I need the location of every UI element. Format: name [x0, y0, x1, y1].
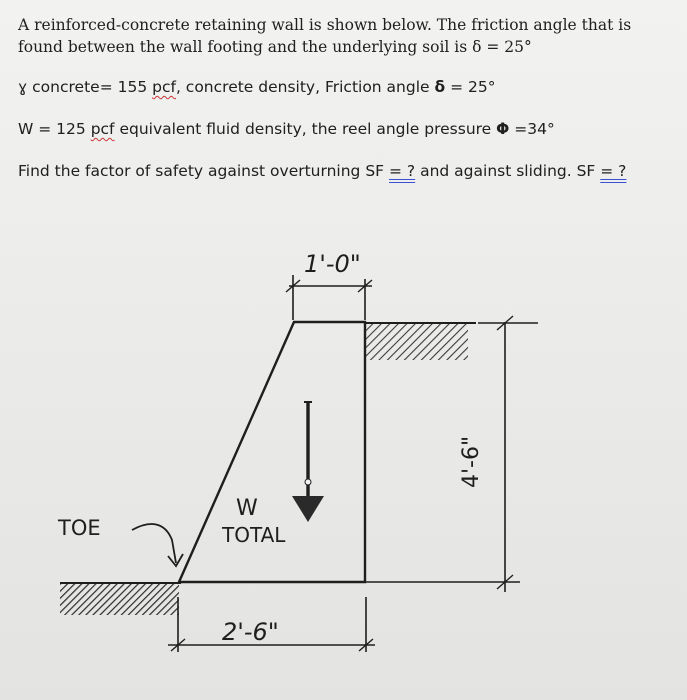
phi-symbol: Φ: [496, 120, 510, 138]
fluid-text-c: =34°: [509, 120, 555, 138]
pcf-unit-1: pcf: [152, 78, 176, 96]
gamma-symbol: ɣ: [18, 78, 28, 96]
toe-label: TOE: [58, 516, 101, 540]
fluid-text-a: W = 125: [18, 120, 91, 138]
height-dimension-label: 4'-6": [459, 435, 484, 488]
problem-statement: [18, 14, 678, 202]
concrete-text-b: , concrete density, Friction angle: [175, 78, 435, 96]
sliding-blank: = ?: [600, 162, 627, 180]
delta-symbol: δ: [434, 78, 446, 96]
question-text-a: Find the factor of safety against overturning SF: [18, 162, 390, 180]
weight-arrowhead-icon: [292, 496, 324, 522]
ground-hatch-left: [60, 583, 179, 615]
wall-outline: [179, 322, 365, 582]
question-line: [18, 160, 678, 182]
intro-paragraph: [18, 14, 678, 58]
weight-label-w: W: [236, 496, 258, 521]
backfill-hatch: [366, 324, 468, 360]
concrete-line: [18, 76, 678, 98]
concrete-text-a: concrete= 155: [27, 78, 153, 96]
fluid-line: [18, 118, 678, 140]
top-dimension-label: 1'-0": [304, 250, 361, 278]
weight-label-total: TOTAL: [222, 523, 286, 547]
intro-text: A reinforced-concrete retaining wall is shown below. The friction angle that is found between the wall footing and the underlying soil is δ = 25°: [18, 16, 632, 56]
question-text-b: and against sliding. SF: [415, 162, 601, 180]
toe-leader-line: [132, 524, 176, 563]
fluid-text-b: equivalent fluid density, the reel angle pressure: [114, 120, 497, 138]
toe-arrow-icon: [168, 554, 183, 566]
concrete-text-c: = 25°: [445, 78, 496, 96]
base-dimension-label: 2'-6": [222, 618, 279, 646]
overturning-blank: = ?: [389, 162, 416, 180]
pcf-unit-2: pcf: [90, 120, 115, 138]
